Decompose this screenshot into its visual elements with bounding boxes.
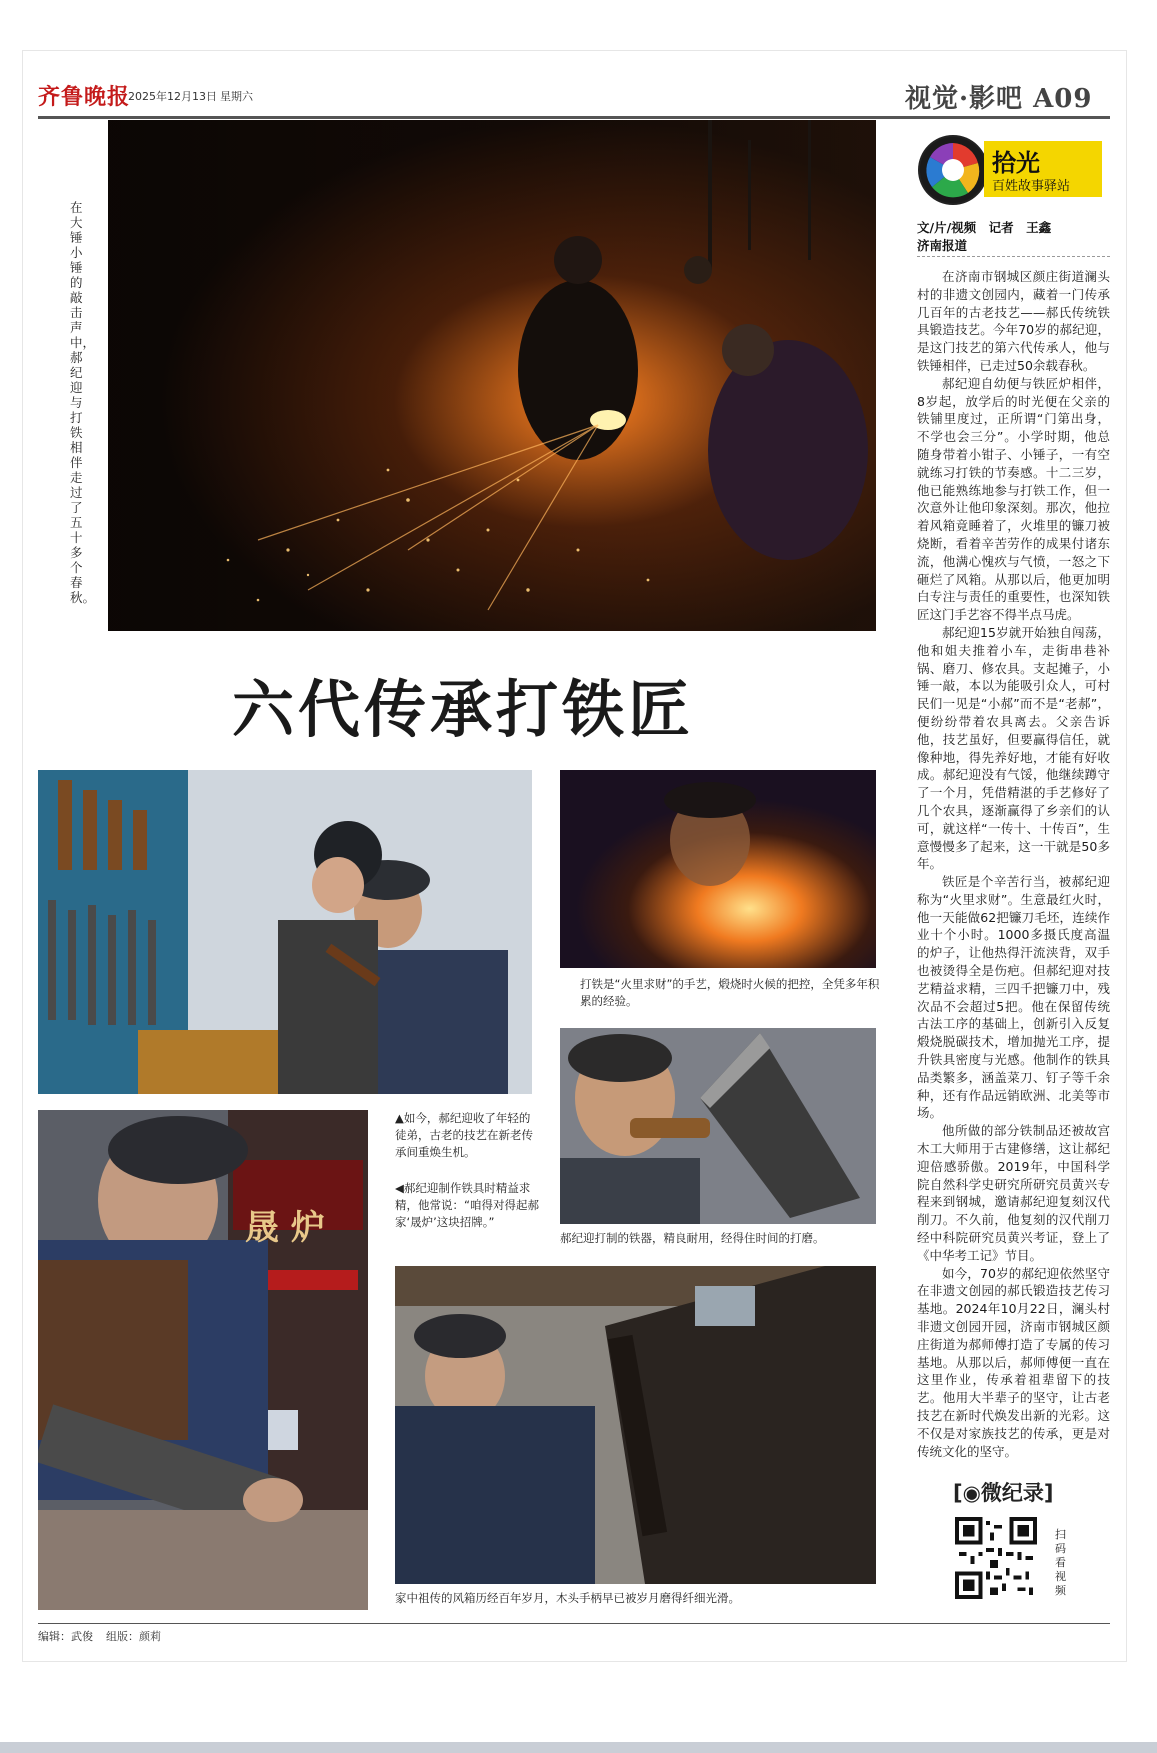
footer-layout: 组版：颜莉	[106, 1630, 161, 1643]
crafting-caption: ◀郝纪迎制作铁具时精益求精，他常说：“咱得对得起郝家‘晟炉’这块招牌。”	[395, 1181, 539, 1229]
shop-sign: 晟 炉	[245, 1208, 325, 1248]
masthead-logo: 齐鲁晚报	[38, 84, 131, 110]
scan-instruction: 扫码看视频	[1055, 1528, 1066, 1597]
viewer-bottom-bar	[0, 1742, 1157, 1753]
fire-face-photo	[560, 770, 876, 968]
main-photo-caption: 在大锤小锤的敲击声中，郝纪迎与打铁相伴走过了五十多个春秋。	[70, 200, 96, 605]
brand-subtitle: 百姓故事驿站	[992, 179, 1071, 194]
article-body	[917, 268, 1110, 1460]
cleaver-caption: 郝纪迎打制的铁器，精良耐用，经得住时间的打磨。	[560, 1231, 825, 1245]
camera-aperture-icon	[918, 135, 988, 205]
article-paragraph: 在济南市钢城区颜庄街道澜头村的非遗文创园内，藏着一门传承几百年的古老技艺——郝氏传统铁具锻造技艺。今年70岁的郝纪迎，是这门技艺的第六代传承人，他与铁锤相伴，已走过50余载春秋。	[917, 269, 1110, 373]
micro-documentary-label: 微纪录	[980, 1481, 1044, 1505]
micro-documentary-logo: [◉微纪录]	[953, 1481, 1054, 1505]
byline-location: 济南报道	[917, 238, 968, 253]
apprentice-photo	[38, 770, 532, 1094]
section-title: 视觉·影吧 A09	[905, 84, 1093, 114]
issue-date: 2025年12月13日	[128, 90, 217, 103]
forge-sparks-photo	[108, 120, 876, 631]
article-paragraph: 如今，70岁的郝纪迎依然坚守在非遗文创园的郝氏锻造技艺传习基地。2024年10月22日，澜头村非遗文创园开园，济南市钢城区颜庄街道为郝师傅打造了专属的传习基地。从那以后，郝师傅便一直在这里作业，传承着祖辈留下的技艺。他用大半辈子的坚守，让古老技艺在新时代焕发出新的光彩。这不仅是对家族技艺的传承，更是对传统文化的坚守。	[917, 1265, 1110, 1459]
bellows-caption: 家中祖传的风箱历经百年岁月，木头手柄早已被岁月磨得纤细光滑。	[395, 1591, 740, 1605]
brand-name: 拾光	[992, 149, 1040, 177]
article-paragraph: 郝纪迎自幼便与铁匠炉相伴，8岁起，放学后的时光便在父亲的铁铺里度过，正所谓“门第出身，不学也会三分”。小学时期，他总随身带着小钳子、小锤子，一有空就练习打铁的节奏感。十二三岁，他已能熟练地参与打铁工作，但一次意外让他印象深刻。那次，他拉着风箱竟睡着了，火堆里的镰刀被烧断，看着辛苦劳作的成果付诸东流，他满心愧疚与气愤，一怒之下砸烂了风箱。从那以后，他更加明白专注与责任的重要性，也深知铁匠这门手艺容不得半点马虎。	[917, 375, 1110, 623]
fire-caption: 打铁是“火里求财”的手艺，煅烧时火候的把控，全凭多年积累的经验。	[580, 977, 880, 1008]
bottom-divider	[38, 1623, 1110, 1624]
footer-editor: 编辑：武俊	[38, 1630, 93, 1643]
article-paragraph: 他所做的部分铁制品还被故宫木工大师用于古建修缮，这让郝纪迎倍感骄傲。2019年，中国科学院自然科学史研究所研究员黄兴专程来到钢城，邀请郝纪迎复刻汉代削刀。不久前，他复刻的汉代削刀经中科院研究员黄兴考证，登上了《中华考工记》节目。	[917, 1123, 1110, 1263]
byline-divider	[917, 256, 1110, 257]
camera-icon: [◉	[953, 1481, 981, 1505]
top-divider	[38, 116, 1110, 119]
brand-logo	[918, 135, 1102, 205]
cleaver-photo	[560, 1028, 876, 1224]
bellows-photo	[395, 1266, 876, 1584]
qr-code[interactable]	[955, 1517, 1037, 1599]
article-paragraph: 铁匠是个辛苦行当，被郝纪迎称为“火里求财”。生意最红火时，他一天能做62把镰刀毛坯，连续作业十个小时。1000多摄氏度高温的炉子，让他热得汗流浃背，双手也被烫得全是伤疤。但郝纪迎对技艺精益求精，三四千把镰刀中，残次品不会超过5把。他在保留传统古法工序的基础上，创新引入反复煅烧脱碳技术，增加抛光工序，提升铁具密度与光感。他制作的铁具品类繁多，涵盖菜刀、钉子等千余种，还有作品远销欧洲、北美等市场。	[917, 874, 1110, 1121]
crafting-photo	[38, 1110, 368, 1610]
headline: 六代传承打铁匠	[232, 673, 695, 746]
article-paragraph: 郝纪迎15岁就开始独自闯荡，他和姐夫推着小车，走街串巷补锅、磨刀、修农具。支起摊子，小锤一敲，本以为能吸引众人，可村民们一见是“小郝”而不是“老郝”，便纷纷带着农具离去。父亲告诉他，技艺虽好，但要赢得信任，就像种地，得先养好地，才能有好收成。郝纪迎没有气馁，他继续蹲守了一个月，凭借精湛的手艺修好了几个农具，逐渐赢得了乡亲们的认可，就这样“一传十、十传百”，生意慢慢多了起来，这一干就是50多年。	[917, 624, 1110, 872]
issue-weekday: 星期六	[220, 90, 253, 103]
apprentice-caption: ▲如今，郝纪迎收了年轻的徒弟，古老的技艺在新老传承间重焕生机。	[395, 1111, 533, 1159]
byline-reporter: 文/片/视频 记者 王鑫	[917, 220, 1052, 235]
